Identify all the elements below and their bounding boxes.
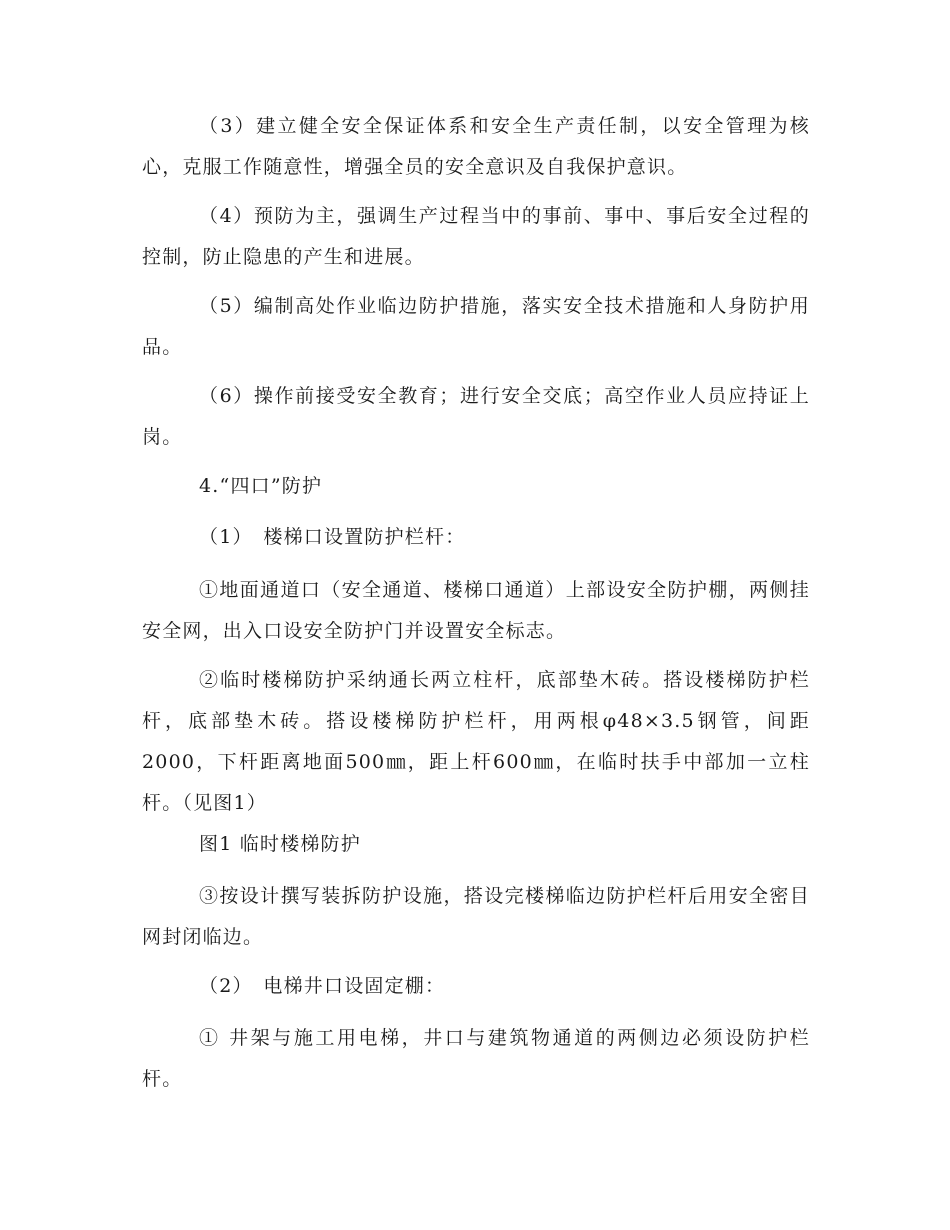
subsection-elevator-shaft: （2） 电梯井口设固定棚：	[199, 975, 446, 997]
figure-caption: 图1 临时楼梯防护	[199, 833, 361, 855]
paragraph-item-3: （3）建立健全安全保证体系和安全生产责任制，以安全管理为核心，克服工作随意性，增强全员的安全意识及自我保护意识。	[142, 115, 810, 178]
paragraph-ground-passage: ①地面通道口（安全通道、楼梯口通道）上部设安全防护棚，两侧挂安全网，出入口设安全防护门并设置安全标志。	[142, 579, 810, 642]
paragraph-elevator-guardrail: ① 井架与施工用电梯，井口与建筑物通道的两侧边必须设防护栏杆。	[142, 1027, 810, 1090]
paragraph-temporary-stair: ②临时楼梯防护采纳通长两立柱杆，底部垫木砖。搭设楼梯防护栏杆，底部垫木砖。搭设楼梯防护栏杆，用两根φ48×3.5钢管，间距2000，下杆距离地面500㎜，距上杆600㎜，在临时扶手中部加一立柱杆。（见图1）	[142, 669, 810, 814]
paragraph-item-6: （6）操作前接受安全教育；进行安全交底；高空作业人员应持证上岗。	[142, 385, 810, 448]
paragraph-item-5: （5）编制高处作业临边防护措施，落实安全技术措施和人身防护用品。	[142, 295, 810, 358]
subsection-stair-opening: （1） 楼梯口设置防护栏杆：	[199, 526, 466, 548]
paragraph-item-4: （4）预防为主，强调生产过程当中的事前、事中、事后安全过程的控制，防止隐患的产生和进展。	[142, 205, 810, 268]
section-heading-four-openings: 4.“四口”防护	[199, 475, 323, 497]
paragraph-dismantle-protection: ③按设计撰写装拆防护设施，搭设完楼梯临边防护栏杆后用安全密目网封闭临边。	[142, 885, 810, 948]
